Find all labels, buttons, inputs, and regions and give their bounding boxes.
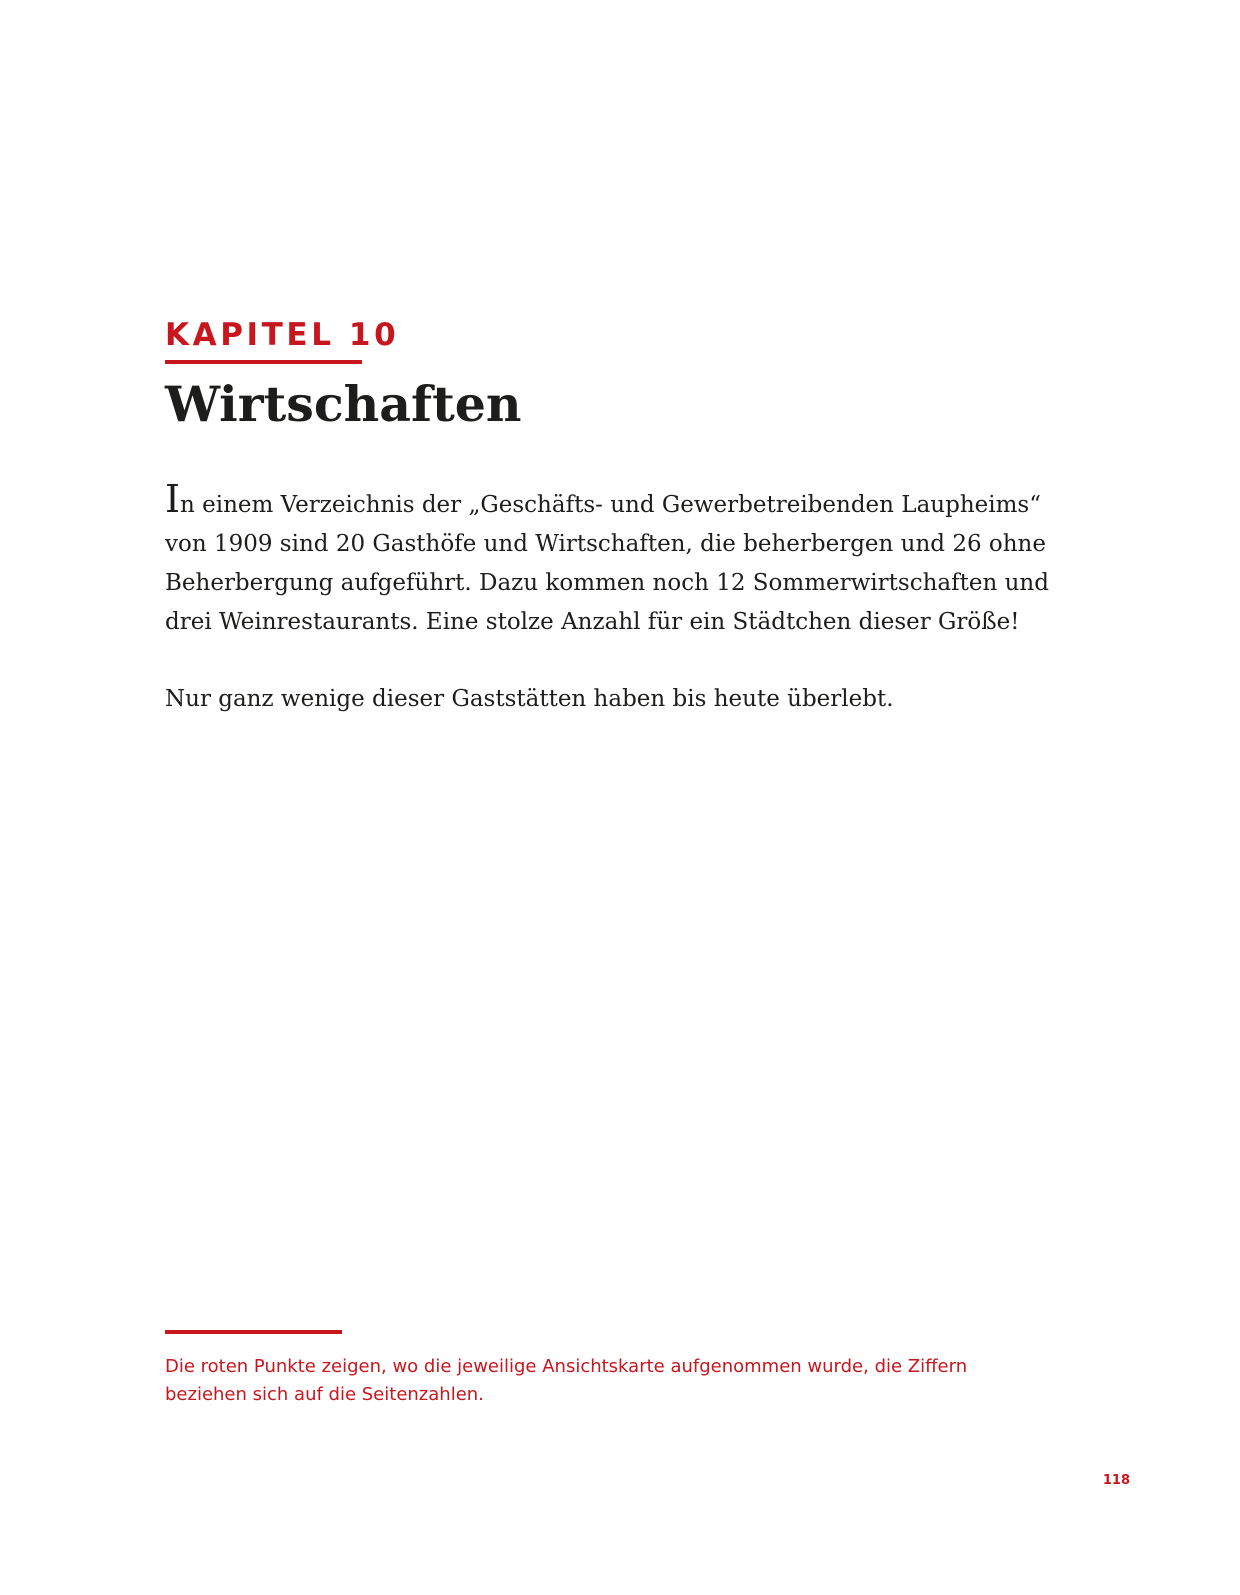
paragraph-line	[165, 477, 1065, 525]
initial-letter: I	[165, 477, 181, 521]
paragraph-line-text: n einem Verzeichnis der „Geschäfts- und Gewerbetreibenden Laupheims“	[180, 492, 1041, 518]
paragraph-line: Beherbergung aufgeführt. Dazu kommen noch 12 Sommerwirtschaften und	[165, 570, 1049, 596]
paragraph-line: von 1909 sind 20 Gasthöfe und Wirtschaften, die beherbergen und 26 ohne	[165, 531, 1046, 557]
paragraph-line: drei Weinrestaurants. Eine stolze Anzahl für ein Städtchen dieser Größe!	[165, 609, 1020, 635]
footnote-divider	[165, 1330, 342, 1334]
footnote-line: Die roten Punkte zeigen, wo die jeweilige Ansichtskarte aufgenommen wurde, die Ziffern	[165, 1356, 968, 1377]
chapter-label: KAPITEL 10	[165, 317, 400, 353]
intro-paragraph	[165, 477, 1065, 642]
page-number: 118	[1102, 1473, 1130, 1488]
chapter-title: Wirtschaften	[165, 375, 522, 433]
chapter-label-underline	[165, 360, 362, 364]
second-paragraph: Nur ganz wenige dieser Gaststätten haben bis heute überlebt.	[165, 686, 894, 712]
footnote-line: beziehen sich auf die Seitenzahlen.	[165, 1384, 484, 1405]
footnote	[165, 1353, 1045, 1409]
